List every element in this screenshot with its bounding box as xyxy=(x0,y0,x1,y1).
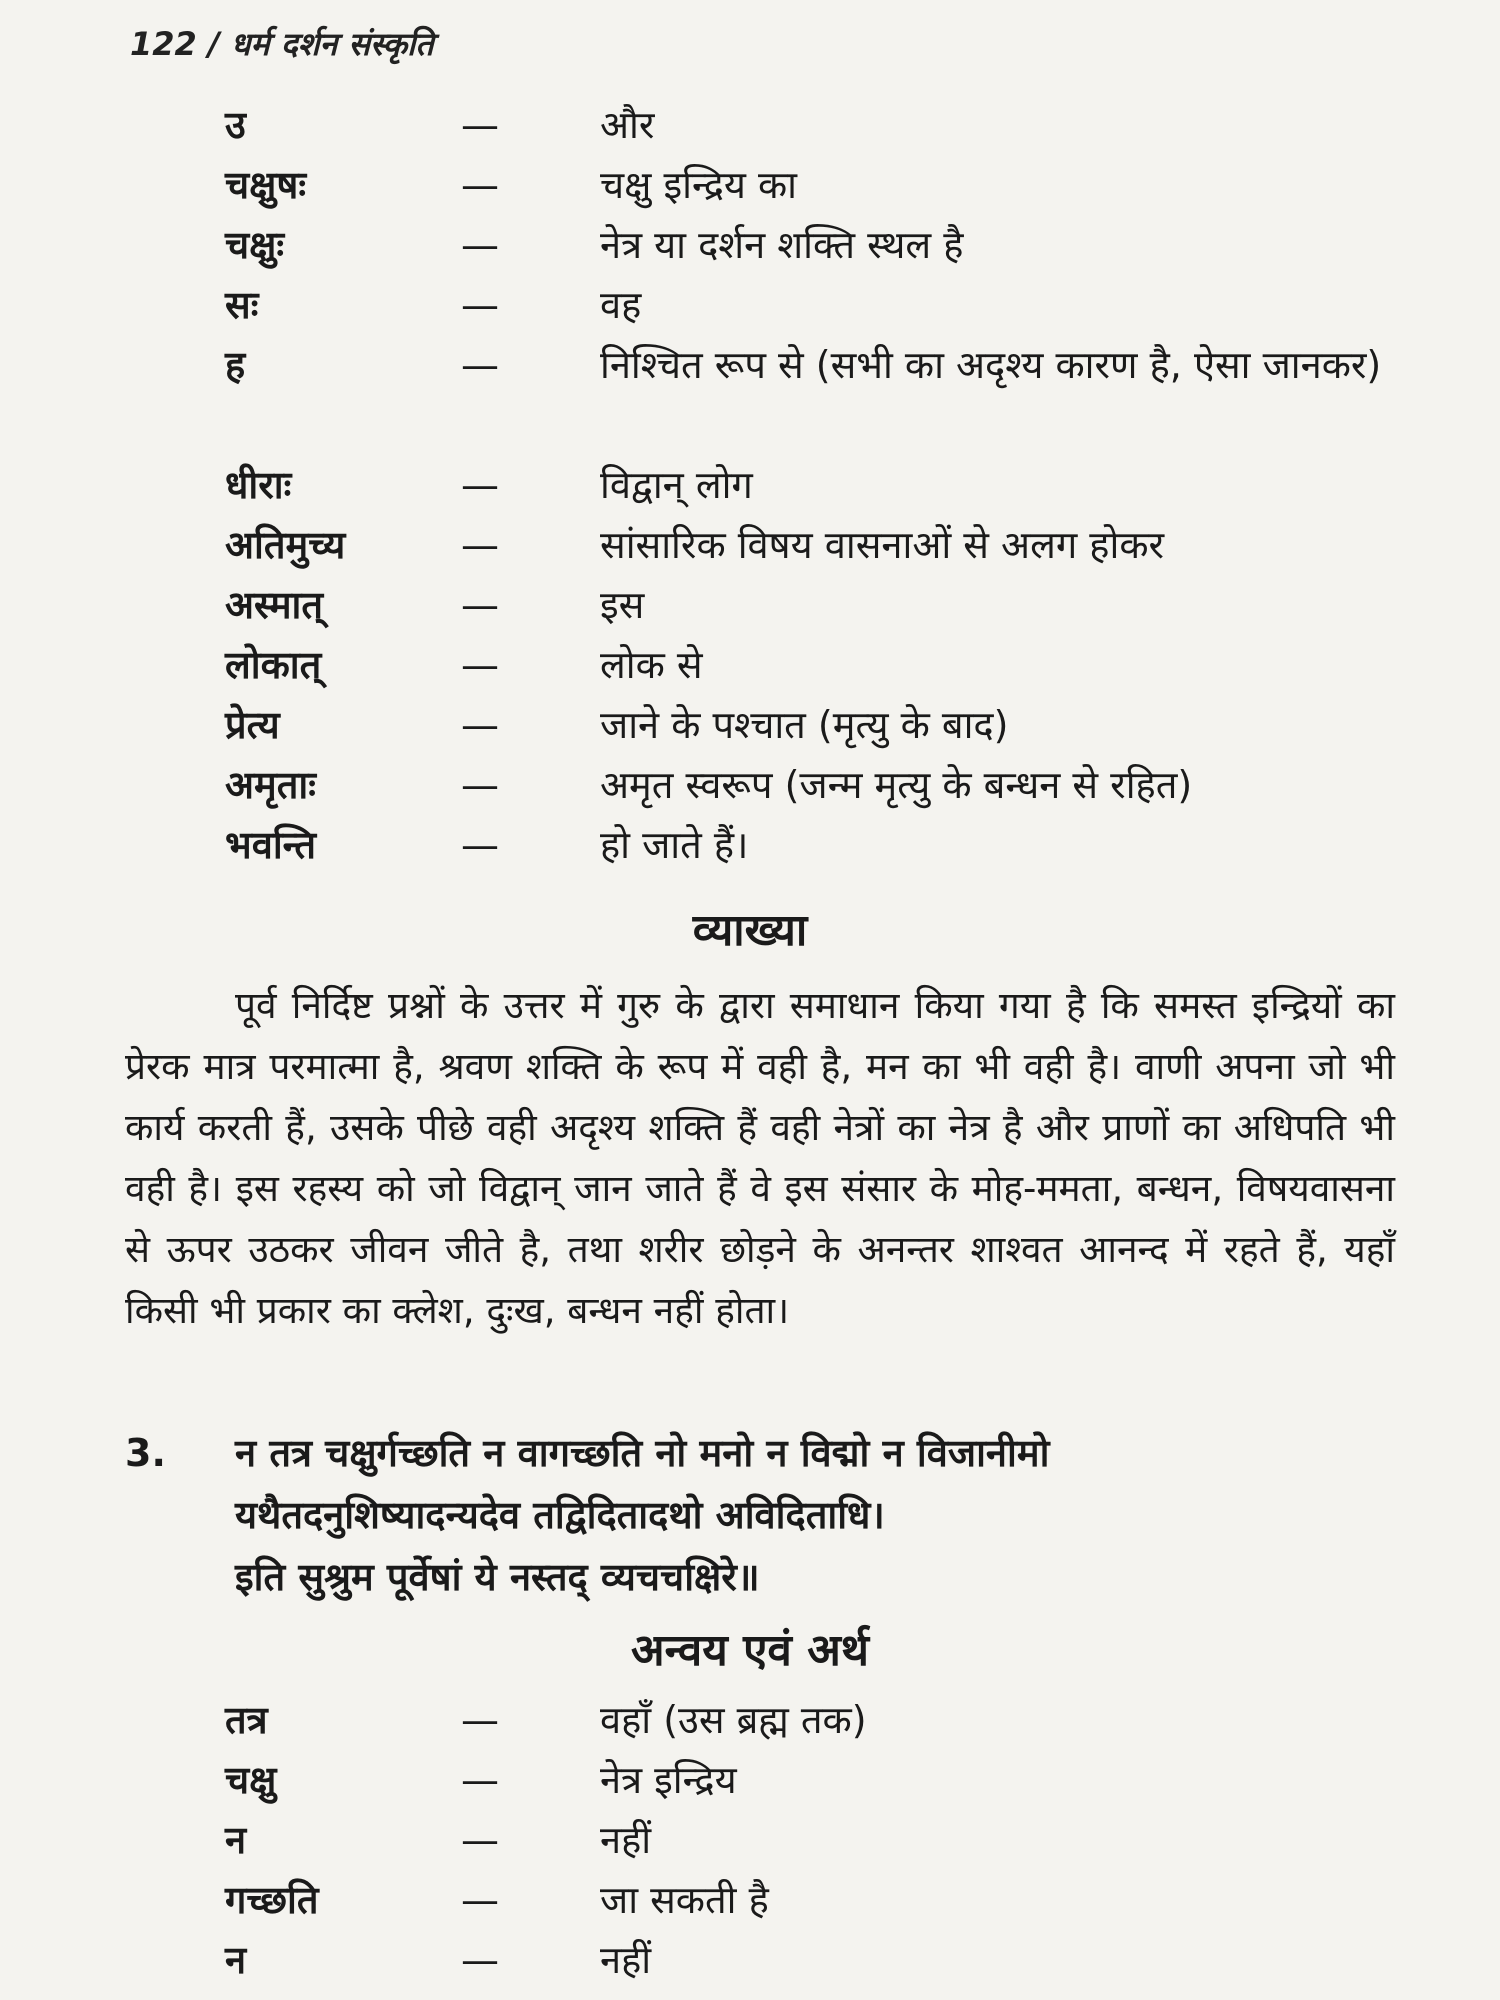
glossary-term: धीराः xyxy=(225,463,292,507)
glossary-term: न xyxy=(225,1938,247,1982)
glossary-row xyxy=(225,755,1425,815)
glossary-dash: — xyxy=(461,1878,499,1922)
glossary-dash: — xyxy=(461,103,499,147)
glossary-term: चक्षु xyxy=(225,1758,277,1802)
glossary-dash: — xyxy=(461,1698,499,1742)
glossary-meaning: वहाँ (उस ब्रह्म तक) xyxy=(600,1698,867,1742)
glossary-dash: — xyxy=(461,223,499,267)
glossary-term: सः xyxy=(225,283,259,327)
glossary-meaning: सांसारिक विषय वासनाओं से अलग होकर xyxy=(600,523,1165,567)
verse-line: इति सुश्रुम पूर्वेषां ये नस्तद् व्यचचक्षिरे॥ xyxy=(235,1555,760,1599)
glossary-term: भवन्ति xyxy=(225,823,317,867)
glossary-meaning: इस xyxy=(600,583,645,627)
glossary-dash: — xyxy=(461,343,499,387)
glossary-row xyxy=(225,515,1425,575)
running-header: 122 / धर्म दर्शन संस्कृति xyxy=(130,25,434,63)
glossary-meaning: वह xyxy=(600,283,642,327)
glossary-row xyxy=(225,815,1425,875)
glossary-top xyxy=(225,95,1425,875)
glossary-dash: — xyxy=(461,643,499,687)
glossary-meaning: निश्चित रूप से (सभी का अदृश्य कारण है, ऐसा जानकर) xyxy=(600,343,1382,387)
glossary-term: अतिमुच्य xyxy=(225,523,346,567)
glossary-term: लोकात् xyxy=(225,643,322,687)
glossary-meaning: अमृत स्वरूप (जन्म मृत्यु के बन्धन से रहित) xyxy=(600,763,1193,807)
glossary-row xyxy=(225,1810,1425,1870)
glossary-meaning: जा सकती है xyxy=(600,1878,769,1922)
glossary-row xyxy=(225,1690,1425,1750)
glossary-dash: — xyxy=(461,1818,499,1862)
glossary-meaning: जाने के पश्चात (मृत्यु के बाद) xyxy=(600,703,1009,747)
verse-lines xyxy=(235,1422,1415,1608)
glossary-term: ह xyxy=(225,343,246,387)
glossary-row xyxy=(225,1750,1425,1810)
glossary-term: अमृताः xyxy=(225,763,316,807)
glossary-dash: — xyxy=(461,763,499,807)
glossary-term: गच्छति xyxy=(225,1878,319,1922)
glossary-meaning: नहीं xyxy=(600,1938,652,1982)
glossary-term: अस्मात् xyxy=(225,583,324,627)
glossary-meaning: नेत्र या दर्शन शक्ति स्थल है xyxy=(600,223,964,267)
glossary-meaning: विद्वान् लोग xyxy=(600,463,753,507)
glossary-term: तत्र xyxy=(225,1698,268,1742)
glossary-term: चक्षुषः xyxy=(225,163,307,207)
glossary-row xyxy=(225,95,1425,155)
glossary-row xyxy=(225,455,1425,515)
glossary-dash: — xyxy=(461,463,499,507)
glossary-meaning: लोक से xyxy=(600,643,703,687)
glossary-dash: — xyxy=(461,823,499,867)
glossary-dash: — xyxy=(461,163,499,207)
verse-line: न तत्र चक्षुर्गच्छति न वागच्छति नो मनो न विद्मो न विजानीमो xyxy=(235,1431,1050,1475)
glossary-row xyxy=(225,1870,1425,1930)
glossary-dash: — xyxy=(461,1758,499,1802)
glossary-term: चक्षुः xyxy=(225,223,285,267)
verse-number: 3. xyxy=(125,1431,166,1475)
glossary-row xyxy=(225,695,1425,755)
glossary-meaning: चक्षु इन्द्रिय का xyxy=(600,163,798,207)
glossary-row xyxy=(225,215,1425,275)
glossary-bottom xyxy=(225,1690,1425,1990)
glossary-dash: — xyxy=(461,583,499,627)
explanation-heading: व्याख्या xyxy=(692,905,808,956)
glossary-meaning: नेत्र इन्द्रिय xyxy=(600,1758,737,1802)
glossary-row xyxy=(225,1930,1425,1990)
glossary-dash: — xyxy=(461,523,499,567)
verse-line: यथैतदनुशिष्यादन्यदेव तद्विदितादथो अविदिताधि। xyxy=(235,1493,885,1537)
explanation-paragraph: पूर्व निर्दिष्ट प्रश्नों के उत्तर में गुरु के द्वारा समाधान किया गया है कि समस्त इन्द्रियों का प्रेरक मात्र परमात्मा है, श्रवण शक्ति के रूप में वही है, मन का भी वही है। वाणी अपना जो भी कार्य करती हैं, उसके पीछे वही अदृश्य शक्ति हैं वही नेत्रों का नेत्र है और प्राणों का अधिपति भी वही है। इस रहस्य को जो विद्वान् जान जाते हैं वे इस संसार के मोह-ममता, बन्धन, विषयवासना से ऊपर उठकर जीवन जीते है, तथा शरीर छोड़ने के अनन्तर शाश्वत आनन्द में रहते हैं, यहाँ किसी भी प्रकार का क्लेश, दुःख, बन्धन नहीं होता। xyxy=(125,984,1395,1332)
anvaya-heading: अन्वय एवं अर्थ xyxy=(631,1625,869,1676)
glossary-term: न xyxy=(225,1818,247,1862)
glossary-dash: — xyxy=(461,1938,499,1982)
glossary-row xyxy=(225,275,1425,335)
glossary-meaning: और xyxy=(600,103,655,147)
glossary-row xyxy=(225,155,1425,215)
glossary-meaning: नहीं xyxy=(600,1818,652,1862)
glossary-meaning: हो जाते हैं। xyxy=(600,823,749,867)
glossary-row xyxy=(225,635,1425,695)
glossary-dash: — xyxy=(461,703,499,747)
glossary-dash: — xyxy=(461,283,499,327)
glossary-term: उ xyxy=(225,103,246,147)
glossary-row xyxy=(225,575,1425,635)
glossary-row xyxy=(225,335,1425,455)
glossary-term: प्रेत्य xyxy=(225,703,280,747)
